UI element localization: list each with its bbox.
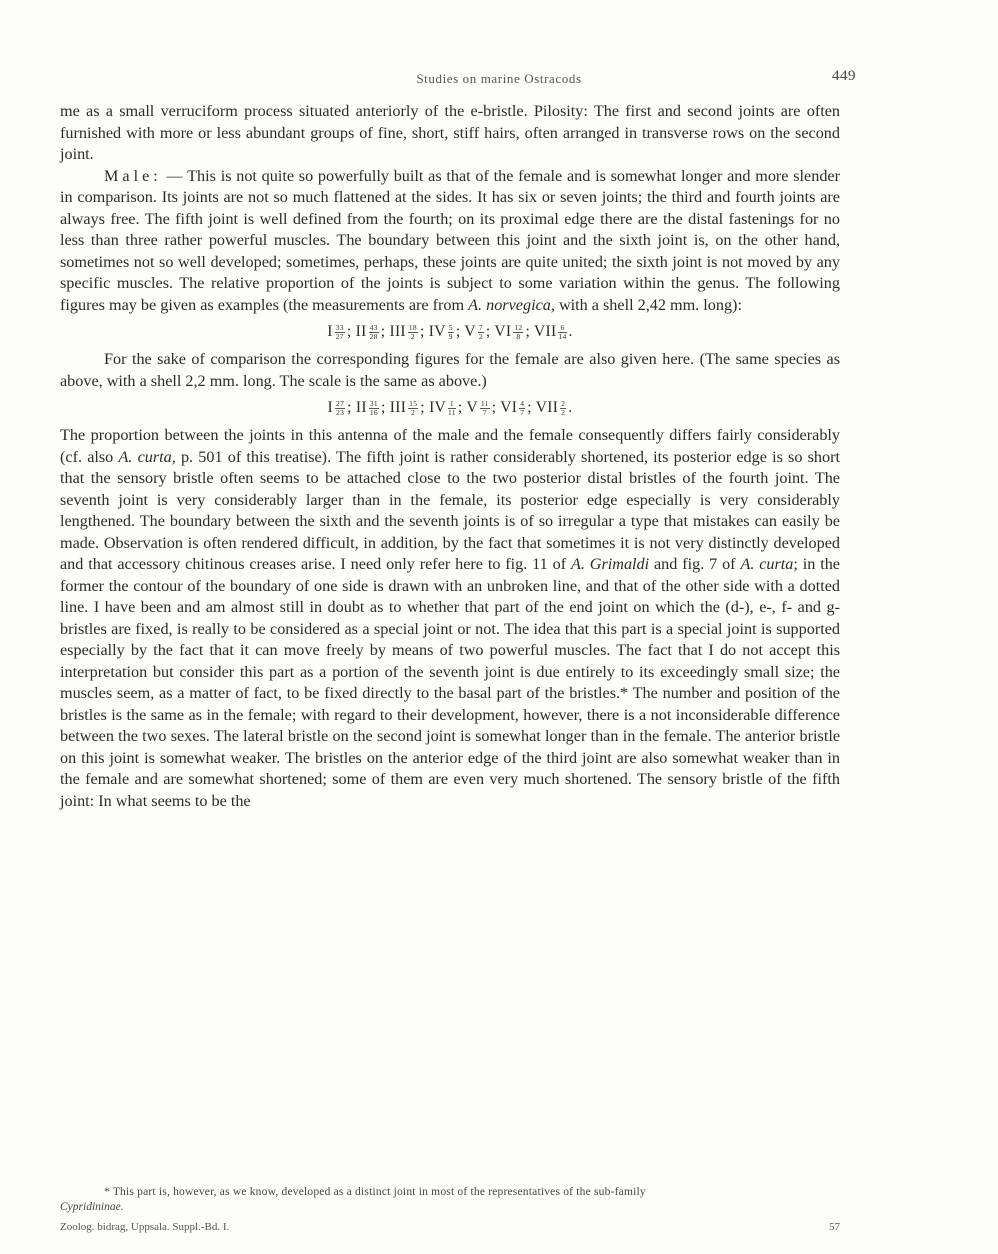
p4-part-c: and fig. 7 of xyxy=(649,555,741,573)
joint-roman-numeral: IV xyxy=(429,399,447,416)
joint-ratio-fraction xyxy=(480,400,490,417)
fraction-numerator: 27 xyxy=(336,398,345,408)
joint-roman-numeral: V xyxy=(466,399,478,416)
running-head-title: Studies on marine Ostracods xyxy=(416,71,582,86)
joint-ratio-fraction xyxy=(408,324,418,341)
joint-roman-numeral: V xyxy=(464,323,476,340)
joint-ratio-fraction xyxy=(560,400,566,417)
fraction-denominator: 11 xyxy=(448,407,456,417)
joint-ratio-fraction xyxy=(478,324,484,341)
fraction-denominator: 2 xyxy=(410,331,415,341)
joint-ratio-fraction xyxy=(448,400,456,417)
p4-part-b: p. 501 of this treatise). The fifth joint is rather considerably shortened, its posterior edge is so short that the sensory bristle often seems to be attached close to the two posterior distal bristles of the fourth joint. The seventh joint is very considerably larger than in the female, its posterior edge especially is very considerably lengthened. The boundary between the sixth and the seventh joints is of so irregular a type that mistakes can easily be made. Observation is often rendered difficult, in addition, by the fact that sometimes it is not very distinctly developed and that accessory chitinous creases arise. I need only refer here to fig. 11 of xyxy=(60,447,841,573)
joint-ratio-fraction xyxy=(513,324,523,341)
fraction-numerator: 6 xyxy=(558,324,566,333)
fraction-denominator: 28 xyxy=(369,331,378,341)
fraction-numerator: 43 xyxy=(369,322,378,332)
joint-ratio-fraction xyxy=(369,324,379,341)
footnote-1 xyxy=(60,1185,840,1200)
fraction-numerator: 1 xyxy=(449,398,454,408)
species-curta-2: A. curta xyxy=(740,555,794,573)
joint-ratio-fraction xyxy=(448,324,454,341)
male-text-end: with a shell 2,42 mm. long): xyxy=(554,295,742,314)
sheet-signature: 57 xyxy=(829,1221,840,1233)
fraction-denominator: 2 xyxy=(411,407,416,417)
male-label: Male: xyxy=(104,166,162,185)
fraction-numerator: 4 xyxy=(520,398,525,408)
fraction-denominator: 27 xyxy=(335,331,344,341)
joint-roman-numeral: IV xyxy=(428,323,446,340)
footnote-taxon: Cypridininae. xyxy=(60,1201,124,1213)
joint-roman-numeral: II xyxy=(355,323,367,340)
paragraph-female-comparison: For the sake of comparison the corresponding figures for the female are also given here. (The same species as above, with a shell 2,2 mm. long. The scale is the same as above.) xyxy=(60,350,840,390)
fraction-numerator: 15 xyxy=(409,398,418,408)
fraction-numerator: 2 xyxy=(561,398,566,408)
fraction-denominator: 14 xyxy=(558,331,567,341)
joint-roman-numeral: VI xyxy=(494,323,512,340)
running-head xyxy=(0,68,998,90)
paragraph-male xyxy=(60,166,840,317)
joint-roman-numeral: VII xyxy=(535,399,559,416)
fraction-denominator: 7 xyxy=(482,407,487,417)
fraction-numerator: 18 xyxy=(408,322,417,332)
species-grimaldi: A. Grimaldi xyxy=(570,555,650,573)
joint-ratio-fraction xyxy=(558,324,566,341)
fraction-denominator: 23 xyxy=(336,407,345,417)
fraction-numerator: 12 xyxy=(514,322,523,332)
joint-roman-numeral: I xyxy=(327,399,334,416)
male-text: — This is not quite so powerfully built as that of the female and is somewhat longer and more slender in comparison. Its joints are not so much flattened at the sides. It has six or seven joints; the third and fourth joints are always free. The fifth joint is well defined from the fourth; on its proximal edge there are the distal fastenings for no less than three rather powerful muscles. The boundary between this joint and the sixth joint is, on the other hand, sometimes not so well developed; sometimes, perhaps, these joints are quite united; the sixth joint is not moved by any specific muscles. The relative proportion of the joints is subject to some variation within the genus. The following figures may be given as examples (the measurements are from xyxy=(60,166,840,314)
joint-roman-numeral: VII xyxy=(534,323,557,340)
footnotes xyxy=(60,1185,840,1238)
joint-ratio-fraction xyxy=(335,324,345,341)
joint-roman-numeral: II xyxy=(355,399,367,416)
joint-roman-numeral: VI xyxy=(500,399,518,416)
joint-ratio-formula-male: I $\frac{33}{27}$ ; II $\frac{43}{28}$ ; III $\frac{18}{2}$ ; IV $\frac{5}{9}$ ; V $\frac{7}{2}$ ; VI $\frac{12}{8}$ ; VII $\frac{6}{14}$ . xyxy=(327,322,573,341)
fraction-denominator: 16 xyxy=(369,407,378,417)
paragraph-1: me as a small verruciform process situated anteriorly of the e-bristle. Pilosity: The first and second joints are often furnished with more or less abundant groups of fine, short, stiff hairs, often arranged in transverse rows on the second joint. xyxy=(60,102,840,163)
fraction-numerator: 11 xyxy=(480,398,489,408)
fraction-denominator: 7 xyxy=(520,407,525,417)
joint-roman-numeral: I xyxy=(327,323,333,340)
paragraph-4 xyxy=(60,425,840,812)
body-text xyxy=(60,101,840,812)
joint-roman-numeral: III xyxy=(389,399,407,416)
fraction-numerator: 5 xyxy=(448,322,453,332)
fraction-denominator: 2 xyxy=(561,407,566,417)
fraction-denominator: 9 xyxy=(448,331,453,341)
joint-ratio-fraction xyxy=(519,400,525,417)
p4-part-d: ; in the former the contour of the boundary of one side is drawn with an unbroken line, and that of the other side with a dotted line. I have been and am almost still in doubt as to whether that part of the end joint on which the (d-), e-, f- and g-bristles are fixed, is really to be considered as a special joint or not. The idea that this part is a special joint is supported especially by the fact that it can move freely by means of two powerful muscles. The fact that I do not accept this interpretation but consider this part as a portion of the seventh joint is due entirely to its exceedingly small size; the muscles seem, as a matter of fact, to be fixed directly to the basal part of the bristles.* The number and position of the bristles is the same as in the female; with regard to their development, however, there is a not inconsiderable difference between the two sexes. The lateral bristle on the second joint is somewhat longer than in the female. The anterior bristle on this joint is somewhat weaker. The bristles on the anterior edge of the third joint are also somewhat weaker than in the female and are somewhat shortened; some of them are even very much shortened. The sensory bristle of the fifth joint: In what seems to be the xyxy=(60,555,840,810)
joint-ratio-formula-female: I $\frac{27}{23}$ ; II $\frac{31}{16}$ ; III $\frac{15}{2}$ ; IV $\frac{1}{11}$ ; V $\frac{11}{7}$ ; VI $\frac{4}{7}$ ; VII $\frac{2}{2}$ . xyxy=(327,398,573,417)
page-number: 449 xyxy=(832,68,856,84)
fraction-denominator: 2 xyxy=(478,331,483,341)
p4-part-a: The proportion between the joints in this antenna of the male and the female consequently differs fairly considerably (cf. also xyxy=(60,426,840,466)
fraction-numerator: 7 xyxy=(478,322,483,332)
fraction-numerator: 31 xyxy=(369,398,378,408)
page-footer xyxy=(60,1220,840,1238)
joint-roman-numeral: III xyxy=(389,323,406,340)
joint-ratio-fraction xyxy=(369,400,379,417)
joint-ratio-fraction xyxy=(335,400,345,417)
fraction-numerator: 33 xyxy=(335,322,344,332)
footnote-taxon-line xyxy=(60,1200,840,1215)
journal-reference: Zoolog. bidrag, Uppsala. Suppl.-Bd. I. xyxy=(60,1221,230,1233)
footnote-text: * This part is, however, as we know, developed as a distinct joint in most of the representatives of the sub-family xyxy=(104,1186,646,1198)
species-curta-1: A. curta, xyxy=(118,447,176,466)
species-norvegica: A. norvegica, xyxy=(468,295,555,314)
joint-ratio-fraction xyxy=(408,400,418,417)
fraction-denominator: 8 xyxy=(516,331,521,341)
